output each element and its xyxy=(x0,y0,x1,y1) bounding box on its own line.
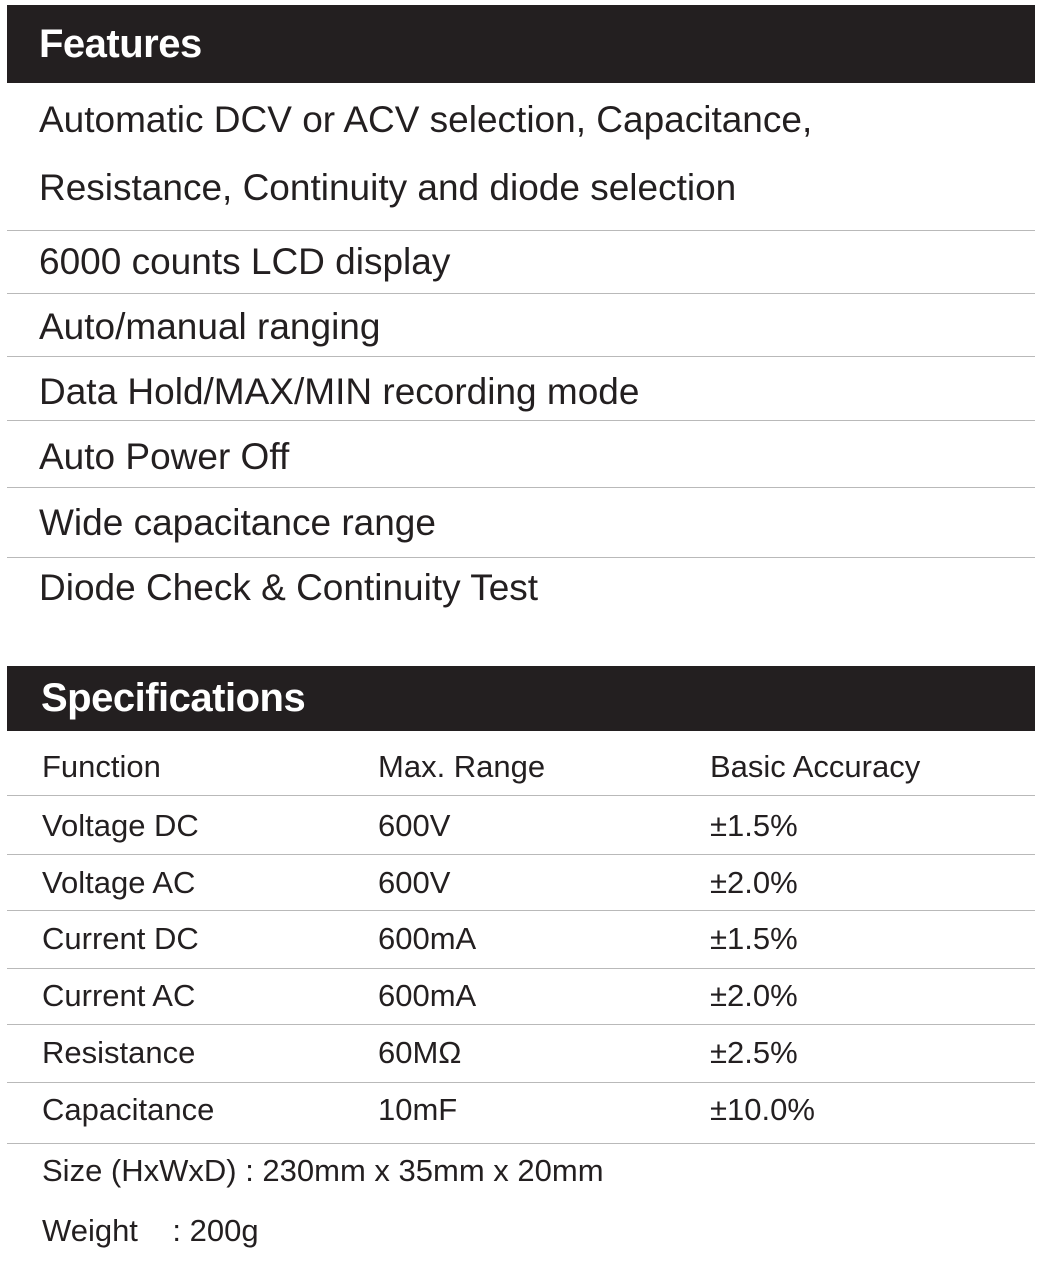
weight-spec: Weight : 200g xyxy=(42,1213,259,1248)
size-spec: Size (HxWxD) : 230mm x 35mm x 20mm xyxy=(42,1153,604,1188)
cell-accuracy: ±10.0% xyxy=(710,1092,815,1127)
cell-range: 600mA xyxy=(378,978,477,1013)
cell-accuracy: ±2.0% xyxy=(710,978,798,1013)
table-row xyxy=(7,1083,1035,1144)
features-header xyxy=(7,5,1035,83)
cell-accuracy: ±1.5% xyxy=(710,921,798,956)
feature-item-line: Resistance, Continuity and diode selection xyxy=(39,167,737,208)
specifications-header xyxy=(7,666,1035,731)
table-row xyxy=(7,969,1035,1025)
feature-item-line: Data Hold/MAX/MIN recording mode xyxy=(39,371,640,412)
feature-item xyxy=(7,231,1035,294)
table-row xyxy=(7,1025,1035,1083)
cell-accuracy: ±2.5% xyxy=(710,1035,798,1070)
feature-item xyxy=(7,488,1035,558)
feature-item xyxy=(7,294,1035,357)
specifications-title: Specifications xyxy=(41,676,306,720)
feature-item-line: Auto/manual ranging xyxy=(39,306,381,347)
feature-item xyxy=(7,558,1035,628)
cell-function: Voltage AC xyxy=(42,865,196,900)
cell-function: Resistance xyxy=(42,1035,196,1070)
cell-accuracy: ±2.0% xyxy=(710,865,798,900)
feature-item xyxy=(7,357,1035,421)
column-header-range: Max. Range xyxy=(378,749,546,784)
feature-item xyxy=(7,421,1035,488)
cell-function: Current AC xyxy=(42,978,196,1013)
feature-item-line: Wide capacitance range xyxy=(39,502,436,543)
cell-function: Current DC xyxy=(42,921,199,956)
feature-item xyxy=(7,83,1035,231)
table-row xyxy=(7,855,1035,911)
features-title: Features xyxy=(39,22,202,66)
cell-range: 60MΩ xyxy=(378,1035,462,1070)
cell-range: 10mF xyxy=(378,1092,458,1127)
feature-item-line: Auto Power Off xyxy=(39,436,290,477)
cell-function: Voltage DC xyxy=(42,808,199,843)
column-header-accuracy: Basic Accuracy xyxy=(710,749,921,784)
table-row xyxy=(7,911,1035,969)
feature-item-line: Automatic DCV or ACV selection, Capacitance, xyxy=(39,99,813,140)
cell-function: Capacitance xyxy=(42,1092,215,1127)
feature-item-line: 6000 counts LCD display xyxy=(39,241,451,282)
cell-accuracy: ±1.5% xyxy=(710,808,798,843)
column-header-function: Function xyxy=(42,749,161,784)
cell-range: 600V xyxy=(378,808,451,843)
table-header-row xyxy=(7,731,1035,796)
feature-item-line: Diode Check & Continuity Test xyxy=(39,567,539,608)
cell-range: 600mA xyxy=(378,921,477,956)
cell-range: 600V xyxy=(378,865,451,900)
table-row xyxy=(7,796,1035,855)
